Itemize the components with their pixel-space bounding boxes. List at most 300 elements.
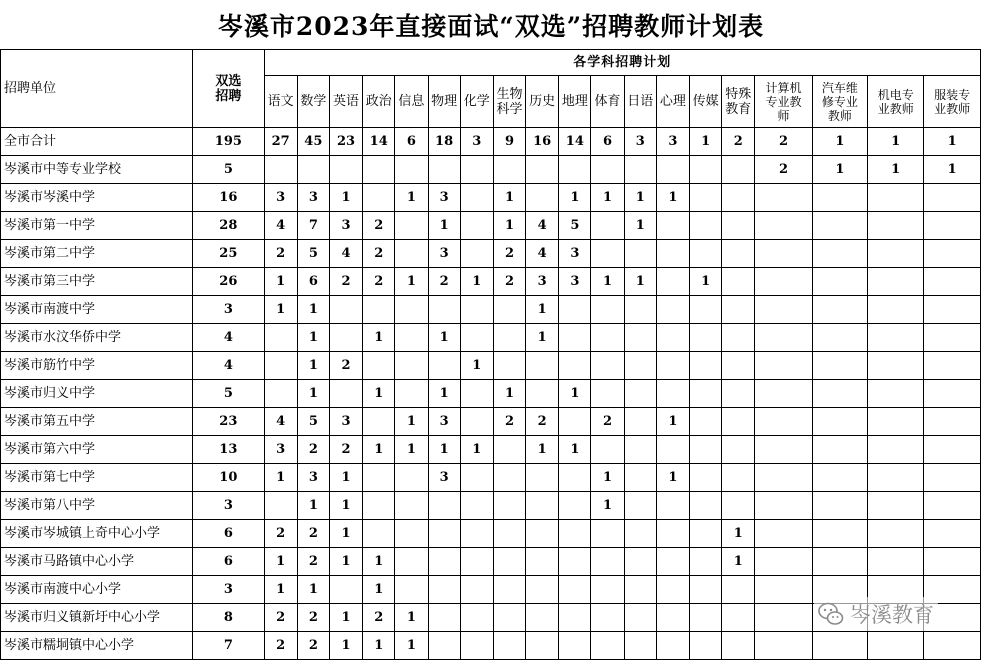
subject-count: 1 <box>460 268 493 296</box>
subject-count: 1 <box>722 520 755 548</box>
subject-count <box>591 604 624 632</box>
subject-count: 2 <box>493 408 525 436</box>
subject-count <box>591 632 624 660</box>
shuangxuan-total: 3 <box>193 296 264 324</box>
subject-count <box>395 380 428 408</box>
subject-count <box>624 240 656 268</box>
subject-count <box>460 296 493 324</box>
subject-count: 1 <box>428 324 460 352</box>
subject-header: 心理 <box>656 76 689 128</box>
subject-count <box>656 604 689 632</box>
subject-count <box>559 632 591 660</box>
subject-count <box>395 324 428 352</box>
subject-count <box>812 520 867 548</box>
subject-count <box>559 296 591 324</box>
subject-count <box>755 324 812 352</box>
subject-count: 1 <box>297 352 329 380</box>
subject-count <box>624 156 656 184</box>
subject-count <box>656 492 689 520</box>
subject-header: 地理 <box>559 76 591 128</box>
subject-header: 化学 <box>460 76 493 128</box>
subject-count <box>460 184 493 212</box>
subject-count <box>329 380 362 408</box>
subject-count <box>924 408 981 436</box>
subject-count: 3 <box>559 240 591 268</box>
subject-count: 2 <box>755 156 812 184</box>
subject-count <box>868 352 924 380</box>
subject-count: 1 <box>363 548 395 576</box>
subject-count <box>812 324 867 352</box>
shuangxuan-total: 8 <box>193 604 264 632</box>
subject-count <box>395 576 428 604</box>
table-row <box>1 184 981 212</box>
subject-count <box>395 520 428 548</box>
subject-count: 14 <box>363 128 395 156</box>
subject-count: 1 <box>329 632 362 660</box>
unit-name: 岑溪市岑城镇上奇中心小学 <box>1 520 193 548</box>
table-row <box>1 352 981 380</box>
subject-count: 1 <box>591 464 624 492</box>
subject-count <box>428 548 460 576</box>
subject-count <box>690 632 722 660</box>
subject-count: 1 <box>493 380 525 408</box>
unit-name: 岑溪市第三中学 <box>1 268 193 296</box>
subject-count: 1 <box>297 296 329 324</box>
shuangxuan-total: 16 <box>193 184 264 212</box>
subject-count: 1 <box>395 604 428 632</box>
header-subject-group: 各学科招聘计划 <box>264 50 980 76</box>
subject-count <box>812 436 867 464</box>
subject-count <box>924 240 981 268</box>
subject-count <box>591 296 624 324</box>
subject-count: 5 <box>559 212 591 240</box>
table-row <box>1 380 981 408</box>
subject-count <box>363 184 395 212</box>
subject-count <box>755 436 812 464</box>
subject-count <box>755 492 812 520</box>
subject-count: 45 <box>297 128 329 156</box>
subject-count <box>690 520 722 548</box>
subject-count <box>428 492 460 520</box>
subject-count <box>460 408 493 436</box>
subject-count: 1 <box>559 380 591 408</box>
subject-count: 1 <box>428 212 460 240</box>
subject-count <box>526 492 559 520</box>
table-row <box>1 408 981 436</box>
subject-count <box>428 520 460 548</box>
unit-name: 岑溪市筋竹中学 <box>1 352 193 380</box>
subject-count <box>924 380 981 408</box>
subject-count <box>755 296 812 324</box>
subject-count: 2 <box>493 268 525 296</box>
subject-count <box>624 464 656 492</box>
subject-count <box>559 492 591 520</box>
subject-count <box>559 548 591 576</box>
subject-count: 1 <box>526 296 559 324</box>
subject-count <box>329 156 362 184</box>
subject-count: 1 <box>363 632 395 660</box>
subject-count: 1 <box>526 324 559 352</box>
subject-header: 物理 <box>428 76 460 128</box>
subject-count: 2 <box>297 436 329 464</box>
subject-count: 1 <box>428 380 460 408</box>
subject-count <box>493 156 525 184</box>
subject-count: 2 <box>591 408 624 436</box>
subject-header: 政治 <box>363 76 395 128</box>
subject-count: 2 <box>428 268 460 296</box>
subject-count <box>624 576 656 604</box>
subject-count <box>722 212 755 240</box>
subject-count <box>526 156 559 184</box>
subject-count <box>812 352 867 380</box>
subject-count: 1 <box>924 156 981 184</box>
subject-count: 1 <box>656 184 689 212</box>
subject-count: 2 <box>264 520 297 548</box>
shuangxuan-total: 6 <box>193 520 264 548</box>
subject-header: 英语 <box>329 76 362 128</box>
subject-count: 1 <box>264 268 297 296</box>
subject-count <box>591 548 624 576</box>
shuangxuan-total: 5 <box>193 156 264 184</box>
subject-count <box>868 268 924 296</box>
shuangxuan-total: 5 <box>193 380 264 408</box>
subject-count <box>493 352 525 380</box>
subject-count <box>755 464 812 492</box>
shuangxuan-total: 7 <box>193 632 264 660</box>
subject-count <box>395 212 428 240</box>
subject-count: 1 <box>460 436 493 464</box>
page-title: 岑溪市2023年直接面试“双选”招聘教师计划表 <box>217 11 765 41</box>
subject-count: 6 <box>395 128 428 156</box>
subject-count <box>812 184 867 212</box>
subject-count <box>656 380 689 408</box>
subject-count <box>428 156 460 184</box>
subject-count: 3 <box>428 184 460 212</box>
subject-count <box>755 604 812 632</box>
subject-count: 3 <box>329 408 362 436</box>
subject-count <box>656 324 689 352</box>
subject-count <box>812 212 867 240</box>
subject-count: 1 <box>363 324 395 352</box>
subject-count <box>559 576 591 604</box>
subject-count <box>329 296 362 324</box>
subject-count <box>591 380 624 408</box>
unit-name: 岑溪市归义中学 <box>1 380 193 408</box>
subject-count <box>812 408 867 436</box>
subject-count <box>690 464 722 492</box>
subject-count <box>690 604 722 632</box>
watermark <box>814 597 938 631</box>
subject-count <box>395 492 428 520</box>
subject-count <box>722 380 755 408</box>
subject-count <box>868 240 924 268</box>
subject-count <box>722 352 755 380</box>
subject-count: 1 <box>868 128 924 156</box>
subject-count <box>924 212 981 240</box>
subject-count <box>329 576 362 604</box>
subject-count <box>722 156 755 184</box>
subject-count <box>559 520 591 548</box>
subject-count <box>428 604 460 632</box>
subject-count <box>924 184 981 212</box>
subject-count <box>493 548 525 576</box>
subject-count <box>868 408 924 436</box>
shuangxuan-total: 25 <box>193 240 264 268</box>
subject-count: 2 <box>297 632 329 660</box>
subject-count <box>924 296 981 324</box>
subject-count <box>722 492 755 520</box>
subject-count <box>591 576 624 604</box>
subject-count <box>363 156 395 184</box>
unit-name: 岑溪市岑溪中学 <box>1 184 193 212</box>
table-row <box>1 296 981 324</box>
subject-header: 体育 <box>591 76 624 128</box>
subject-header: 汽车维 修专业 教师 <box>812 76 867 128</box>
table-row <box>1 436 981 464</box>
subject-count <box>395 296 428 324</box>
subject-count <box>559 464 591 492</box>
subject-count <box>526 184 559 212</box>
subject-count: 3 <box>656 128 689 156</box>
subject-count <box>624 520 656 548</box>
subject-count <box>428 576 460 604</box>
subject-count: 2 <box>297 520 329 548</box>
subject-count <box>460 380 493 408</box>
subject-count: 1 <box>591 268 624 296</box>
unit-name: 岑溪市归义镇新圩中心小学 <box>1 604 193 632</box>
subject-count <box>460 576 493 604</box>
subject-count: 23 <box>329 128 362 156</box>
subject-count <box>924 436 981 464</box>
subject-count: 3 <box>297 184 329 212</box>
subject-count <box>690 212 722 240</box>
subject-count <box>812 492 867 520</box>
subject-count <box>755 212 812 240</box>
subject-count: 1 <box>868 156 924 184</box>
subject-count: 1 <box>297 380 329 408</box>
subject-count: 4 <box>526 212 559 240</box>
subject-count: 1 <box>264 296 297 324</box>
subject-count: 1 <box>395 408 428 436</box>
subject-count <box>363 464 395 492</box>
subject-count: 1 <box>363 576 395 604</box>
subject-count: 1 <box>624 212 656 240</box>
subject-count: 3 <box>264 184 297 212</box>
subject-count <box>812 380 867 408</box>
subject-header: 数学 <box>297 76 329 128</box>
subject-count <box>493 632 525 660</box>
subject-count <box>493 492 525 520</box>
subject-count: 1 <box>264 464 297 492</box>
subject-count: 1 <box>656 464 689 492</box>
subject-count: 3 <box>460 128 493 156</box>
subject-count: 2 <box>363 212 395 240</box>
subject-count: 3 <box>559 268 591 296</box>
table-row <box>1 520 981 548</box>
subject-count <box>656 436 689 464</box>
subject-count <box>812 464 867 492</box>
subject-count: 6 <box>591 128 624 156</box>
subject-count <box>264 492 297 520</box>
subject-count <box>755 184 812 212</box>
subject-count <box>924 352 981 380</box>
subject-count <box>868 380 924 408</box>
unit-name: 岑溪市中等专业学校 <box>1 156 193 184</box>
shuangxuan-total: 3 <box>193 576 264 604</box>
subject-count <box>868 632 924 660</box>
subject-count <box>264 352 297 380</box>
subject-count: 1 <box>329 184 362 212</box>
subject-header: 历史 <box>526 76 559 128</box>
subject-count: 5 <box>297 240 329 268</box>
subject-count <box>624 380 656 408</box>
table-row <box>1 240 981 268</box>
unit-name: 岑溪市第一中学 <box>1 212 193 240</box>
subject-count <box>722 408 755 436</box>
subject-count <box>656 632 689 660</box>
table-row <box>1 212 981 240</box>
subject-count: 1 <box>264 548 297 576</box>
subject-count: 2 <box>297 548 329 576</box>
subject-count <box>493 464 525 492</box>
subject-count <box>460 212 493 240</box>
subject-count <box>722 184 755 212</box>
subject-count <box>924 548 981 576</box>
subject-count <box>722 324 755 352</box>
unit-name: 岑溪市南渡中学 <box>1 296 193 324</box>
subject-count: 6 <box>297 268 329 296</box>
subject-count <box>624 408 656 436</box>
subject-count: 1 <box>493 184 525 212</box>
subject-count <box>493 576 525 604</box>
subject-header: 服装专 业教师 <box>924 76 981 128</box>
subject-count <box>591 324 624 352</box>
unit-name: 岑溪市南渡中心小学 <box>1 576 193 604</box>
subject-count: 3 <box>624 128 656 156</box>
subject-count <box>690 380 722 408</box>
subject-count <box>493 436 525 464</box>
table-row <box>1 632 981 660</box>
wechat-icon <box>818 601 844 627</box>
subject-count <box>656 548 689 576</box>
subject-count: 2 <box>526 408 559 436</box>
subject-count: 3 <box>297 464 329 492</box>
subject-count <box>591 156 624 184</box>
subject-header: 日语 <box>624 76 656 128</box>
subject-count <box>526 380 559 408</box>
subject-count <box>656 268 689 296</box>
subject-count <box>656 240 689 268</box>
subject-count: 16 <box>526 128 559 156</box>
subject-count <box>526 604 559 632</box>
subject-count: 1 <box>493 212 525 240</box>
subject-header: 传媒 <box>690 76 722 128</box>
shuangxuan-total: 26 <box>193 268 264 296</box>
subject-count <box>624 352 656 380</box>
subject-count <box>690 408 722 436</box>
subject-count: 1 <box>428 436 460 464</box>
unit-name: 岑溪市马路镇中心小学 <box>1 548 193 576</box>
subject-count: 14 <box>559 128 591 156</box>
subject-count <box>363 520 395 548</box>
subject-count: 1 <box>264 576 297 604</box>
subject-count: 2 <box>264 604 297 632</box>
subject-count <box>868 296 924 324</box>
subject-count: 1 <box>624 268 656 296</box>
subject-count <box>690 352 722 380</box>
subject-count: 1 <box>363 436 395 464</box>
subject-count <box>395 548 428 576</box>
subject-count <box>559 604 591 632</box>
subject-count <box>690 156 722 184</box>
subject-count <box>559 352 591 380</box>
subject-count: 1 <box>690 128 722 156</box>
subject-count <box>624 604 656 632</box>
subject-count: 3 <box>428 240 460 268</box>
subject-count: 1 <box>591 492 624 520</box>
shuangxuan-total: 13 <box>193 436 264 464</box>
subject-header: 信息 <box>395 76 428 128</box>
subject-count: 27 <box>264 128 297 156</box>
subject-count: 2 <box>329 352 362 380</box>
subject-count <box>868 548 924 576</box>
subject-count <box>690 184 722 212</box>
subject-count <box>526 464 559 492</box>
subject-count <box>812 296 867 324</box>
subject-count: 3 <box>329 212 362 240</box>
subject-count <box>755 520 812 548</box>
unit-name: 岑溪市第五中学 <box>1 408 193 436</box>
subject-count <box>722 632 755 660</box>
subject-count <box>722 268 755 296</box>
subject-count <box>624 632 656 660</box>
subject-header: 计算机 专业教 师 <box>755 76 812 128</box>
subject-count: 4 <box>264 408 297 436</box>
subject-count <box>395 156 428 184</box>
subject-count <box>755 380 812 408</box>
subject-count <box>428 352 460 380</box>
subject-count <box>460 492 493 520</box>
unit-name: 全市合计 <box>1 128 193 156</box>
subject-count <box>656 352 689 380</box>
subject-header: 特殊 教育 <box>722 76 755 128</box>
subject-count: 1 <box>812 156 867 184</box>
shuangxuan-total: 10 <box>193 464 264 492</box>
unit-name: 岑溪市糯垌镇中心小学 <box>1 632 193 660</box>
subject-count: 1 <box>591 184 624 212</box>
subject-count <box>591 212 624 240</box>
subject-count <box>656 576 689 604</box>
subject-count <box>363 492 395 520</box>
subject-count <box>428 632 460 660</box>
watermark-text: 岑溪教育 <box>850 603 934 627</box>
subject-count: 1 <box>690 268 722 296</box>
subject-count: 1 <box>297 324 329 352</box>
subject-count <box>363 408 395 436</box>
subject-count <box>395 352 428 380</box>
subject-count <box>460 520 493 548</box>
subject-count: 1 <box>656 408 689 436</box>
shuangxuan-total: 28 <box>193 212 264 240</box>
subject-count: 2 <box>329 436 362 464</box>
subject-count: 3 <box>428 464 460 492</box>
subject-count: 2 <box>264 632 297 660</box>
subject-count <box>755 240 812 268</box>
subject-count: 4 <box>329 240 362 268</box>
total-row <box>1 128 981 156</box>
subject-count: 2 <box>329 268 362 296</box>
subject-count <box>868 520 924 548</box>
